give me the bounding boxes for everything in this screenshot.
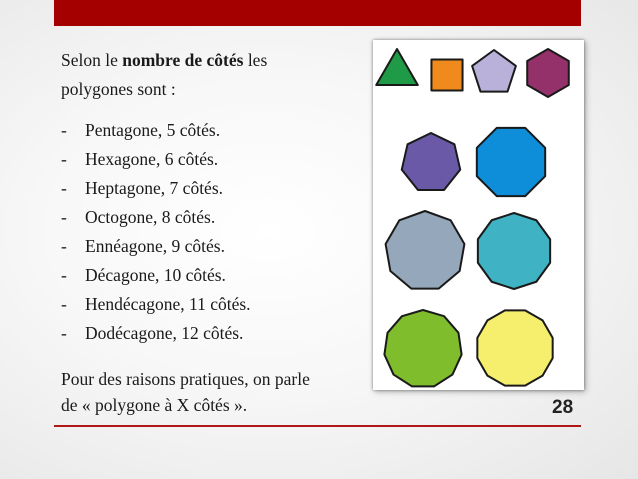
polygons-image: [373, 40, 584, 390]
list-item: - Dodécagone, 12 côtés.: [61, 323, 244, 343]
list-item: - Ennéagone, 9 côtés.: [61, 236, 225, 256]
intro-prefix: Selon le: [61, 50, 123, 70]
list-item: - Heptagone, 7 côtés.: [61, 178, 224, 198]
outro-text: [61, 366, 371, 418]
header-bar: [54, 0, 581, 26]
polygon-list: [61, 116, 251, 348]
intro-text: [61, 46, 341, 104]
pentagon-shape: [472, 50, 516, 92]
dodecagon-shape: [477, 310, 552, 385]
footer-rule: [54, 425, 581, 427]
intro-suffix: les polygones sont :: [61, 50, 268, 99]
hendecagon-shape: [384, 310, 461, 386]
list-item: - Octogone, 8 côtés.: [61, 207, 216, 227]
triangle-shape: [376, 49, 418, 85]
decagon-shape: [478, 213, 550, 289]
list-item: - Pentagone, 5 côtés.: [61, 120, 221, 140]
outro-line-1: Pour des raisons pratiques, on parle: [61, 369, 310, 389]
nonagon-shape: [386, 211, 465, 289]
polygons-figure: [373, 40, 584, 390]
list-item: - Hendécagone, 11 côtés.: [61, 294, 251, 314]
hexagon-shape: [527, 49, 569, 97]
octagon-shape: [477, 128, 545, 196]
intro-bold: nombre de côtés: [122, 50, 244, 70]
heptagon-shape: [402, 133, 461, 190]
square-shape: [431, 59, 462, 90]
list-item: - Hexagone, 6 côtés.: [61, 149, 219, 169]
page-number: 28: [552, 397, 574, 418]
list-item: - Décagone, 10 côtés.: [61, 265, 226, 285]
outro-line-2: de « polygone à X côtés ».: [61, 395, 248, 415]
